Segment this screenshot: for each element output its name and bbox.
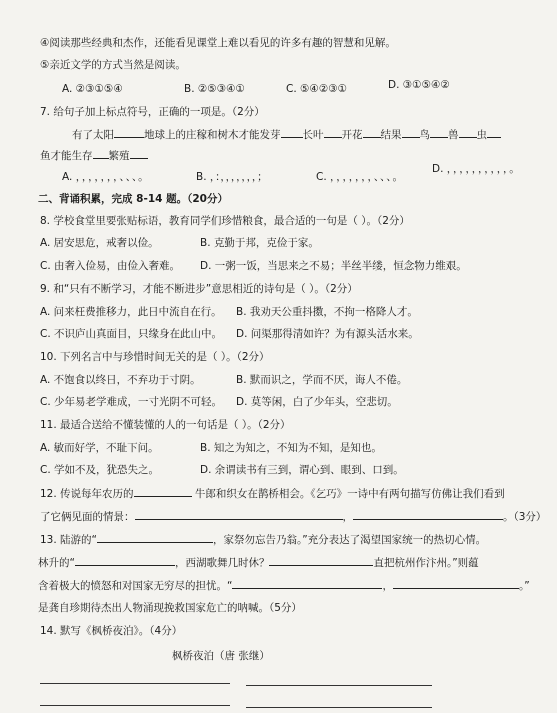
q13-line3: 含着极大的愤怒和对国家无穷尽的担忧。“ ， 。” [38, 580, 530, 592]
blank [363, 127, 381, 138]
q10-option-c: C. 少年易老学难成，一寸光阴不可轻。 [40, 396, 223, 408]
q7-sentence-line2: 鱼才能生存 繁殖 [40, 148, 148, 163]
q13-line4: 是龚自珍期待杰出人物涌现挽救国家危亡的呐喊。（5分） [38, 602, 302, 614]
q9-option-c: C. 不识庐山真面目，只缘身在此山中。 [40, 328, 223, 340]
option-d: D. ③①⑤④② [388, 79, 450, 91]
q8-stem: 8. 学校食堂里要张贴标语，教育同学们珍惜粮食，最合适的一句是（ ）。（2分） [40, 215, 410, 227]
sentence-4: ④阅读那些经典和杰作，还能看见课堂上难以看见的许多有趣的智慧和见解。 [40, 37, 396, 49]
option-a: A. ②③①⑤④ [62, 83, 123, 95]
writing-line [246, 707, 432, 708]
blank [93, 148, 109, 159]
blank [134, 486, 192, 497]
q10-option-d: D. 莫等闲，白了少年头，空悲切。 [236, 396, 398, 408]
option-b: B. ②⑤③④① [184, 83, 245, 95]
q8-option-b: B. 克勤于邦，克俭于家。 [200, 237, 319, 249]
blank [430, 127, 448, 138]
q12-line2: 了它俩见面的情景： ， 。（3分） [40, 511, 547, 523]
blank [459, 127, 477, 138]
blank [281, 127, 303, 138]
q7-stem: 7. 给句子加上标点符号，正确的一项是。（2分） [40, 106, 265, 118]
poem-title: 枫桥夜泊（唐 张继） [172, 650, 270, 662]
q11-option-c: C. 学如不及，犹恐失之。 [40, 464, 160, 476]
blank [232, 578, 382, 589]
blank [114, 127, 144, 138]
blank [130, 148, 148, 159]
q13-line2: 林升的“ ，西湖歌舞几时休？ 直把杭州作汴州。”则蕴 [38, 557, 479, 569]
blank [97, 532, 213, 543]
q7-sentence-line1: 有了太阳 地球上的庄稼和树木才能发芽 长叶 开花 结果 鸟 兽 虫 [72, 127, 501, 142]
blank [324, 127, 342, 138]
q8-option-a: A. 居安思危，戒奢以俭。 [40, 237, 159, 249]
writing-line [40, 705, 230, 706]
q10-option-a: A. 不饱食以终日，不弃功于寸阴。 [40, 374, 201, 386]
q7-option-b: B. ，：，，，，，，，； [196, 171, 268, 183]
blank [393, 578, 519, 589]
q7-option-d: D. ，，，，，，，，，，。 [432, 163, 521, 175]
q8-option-c: C. 由奢入俭易，由俭入奢难。 [40, 260, 181, 272]
q11-option-b: B. 知之为知之，不知为不知，是知也。 [200, 442, 382, 454]
sentence-5: ⑤亲近文学的方式当然是阅读。 [40, 59, 186, 71]
q9-option-a: A. 问来枉费推移力，此日中流自在行。 [40, 306, 222, 318]
blank [487, 127, 501, 138]
q7-option-c: C. ，，，，，，，、、、。 [316, 171, 405, 183]
q11-stem: 11. 最适合送给不懂装懂的人的一句话是（ ）。（2分） [40, 419, 291, 431]
q8-option-d: D. 一粥一饭，当思来之不易；半丝半缕，恒念物力维艰。 [200, 260, 467, 272]
q13-line1: 13. 陆游的“ ，家祭勿忘告乃翁。”充分表达了渴望国家统一的热切心情。 [40, 534, 487, 546]
blank [75, 555, 175, 566]
q10-option-b: B. 默而识之，学而不厌，诲人不倦。 [236, 374, 408, 386]
option-c: C. ⑤④②③① [286, 83, 348, 95]
q9-option-d: D. 问渠那得清如许？为有源头活水来。 [236, 328, 419, 340]
section-2-title: 二、背诵积累，完成 8-14 题。（20分） [38, 193, 228, 205]
q7-option-a: A. ，，，，，，，、、、。 [62, 171, 150, 183]
blank [269, 555, 373, 566]
writing-line [246, 685, 432, 686]
q9-option-b: B. 我劝天公重抖擞，不拘一格降人才。 [236, 306, 418, 318]
blank [402, 127, 420, 138]
blank [353, 509, 503, 520]
q12-line1: 12. 传说每年农历的 牛郎和织女在鹊桥相会。《乞巧》一诗中有两句描写仿佛让我们看到 [40, 488, 505, 500]
q14-stem: 14. 默写《枫桥夜泊》。（4分） [40, 625, 183, 637]
q9-stem: 9. 和“只有不断学习，才能不断进步”意思相近的诗句是（ ）。（2分） [40, 283, 358, 295]
blank [135, 509, 343, 520]
q10-stem: 10. 下列名言中与珍惜时间无关的是（ ）。（2分） [40, 351, 270, 363]
q11-option-d: D. 余谓读书有三到，谓心到、眼到、口到。 [200, 464, 404, 476]
q11-option-a: A. 敏而好学，不耻下问。 [40, 442, 159, 454]
writing-line [40, 683, 230, 684]
